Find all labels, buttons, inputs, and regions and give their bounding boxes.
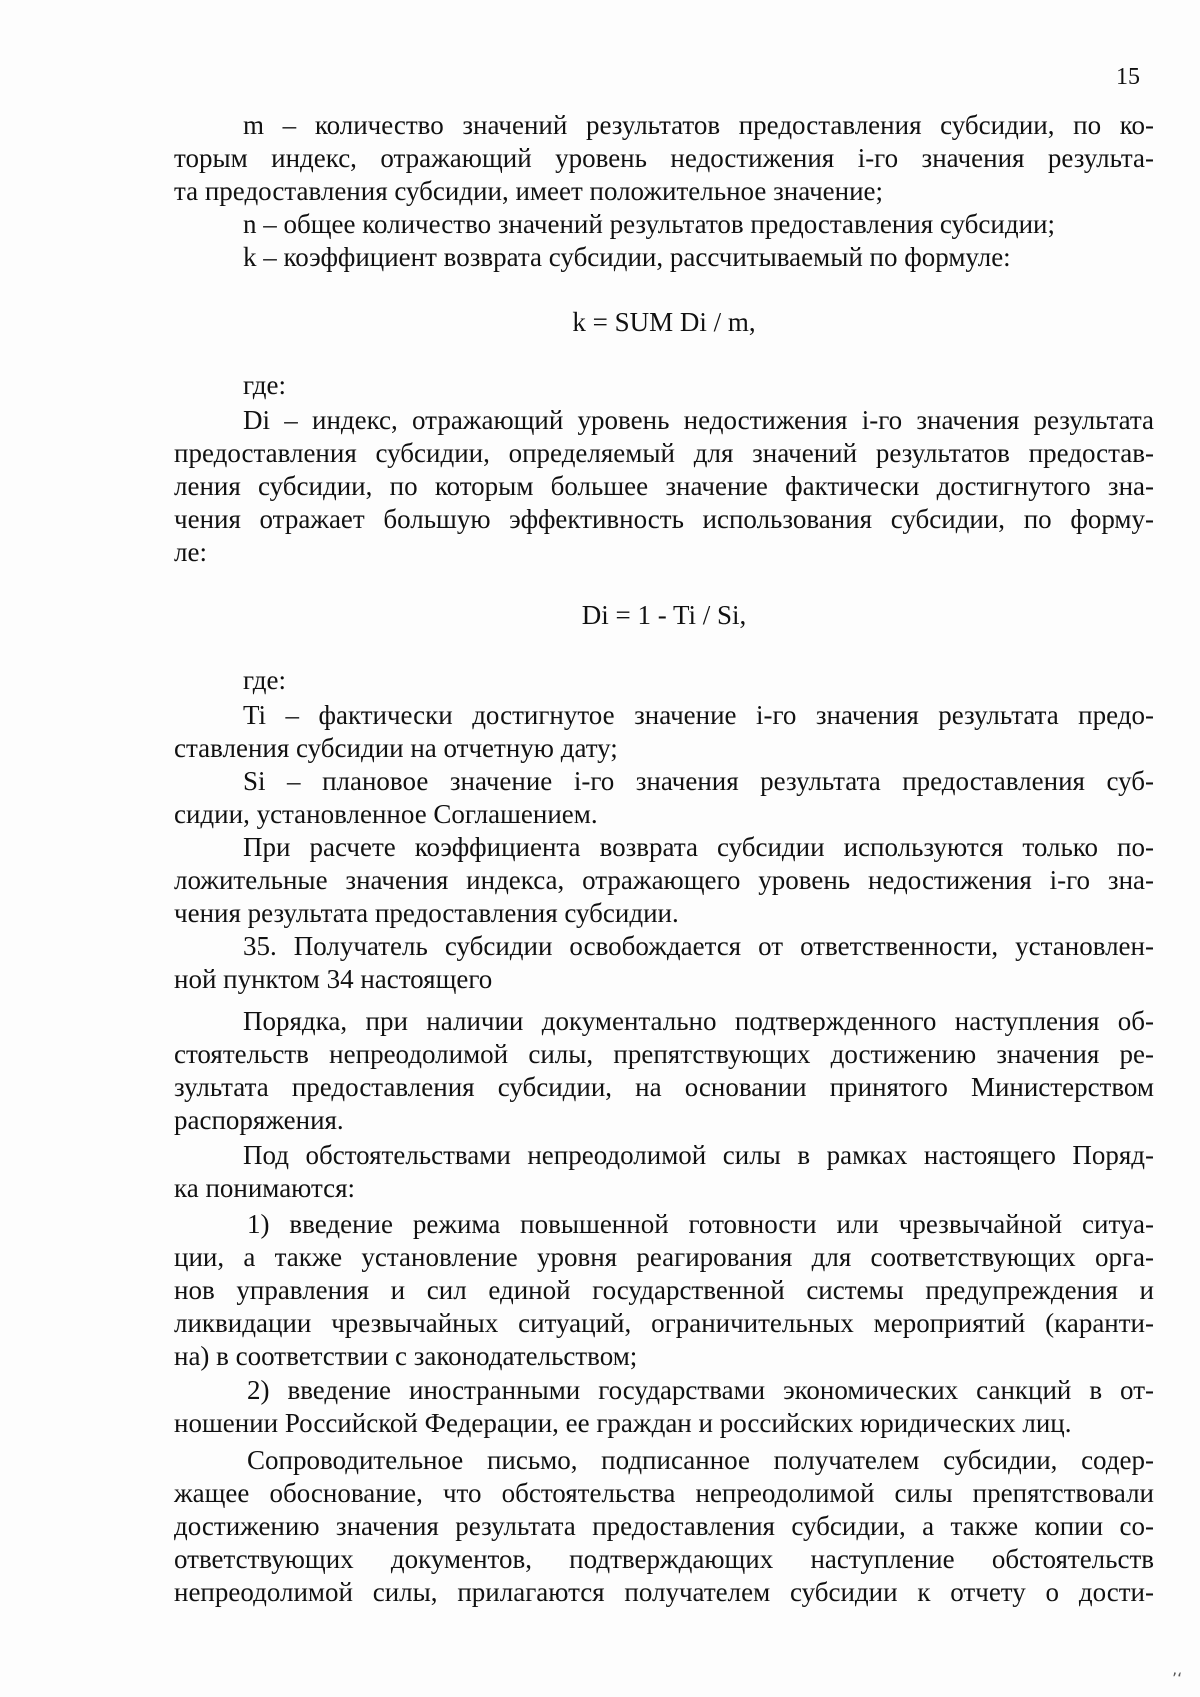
text-line: ка понимаются: [174,1173,356,1203]
text-line: ношении Российской Федерации, ее граждан и российских юридических лиц. [174,1408,1072,1438]
text-line: Сопроводительное письмо, подписанное получателем субсидии, содер- [247,1445,1154,1475]
text-line: торым индекс, отражающий уровень недостижения i-го значения результа- [174,143,1154,173]
text-line: ления субсидии, по которым большее значение фактически достигнутого зна- [174,471,1154,501]
text-line: непреодолимой силы, прилагаются получателем субсидии к отчету о дости- [174,1577,1154,1607]
formula-di: Di = 1 - Ti / Si, [581,600,747,630]
text-line: ле: [174,537,207,567]
text-line: предоставления субсидии, определяемый для значений результатов предостав- [174,438,1154,468]
text-line: 35. Получатель субсидии освобождается от ответственности, установлен- [243,931,1154,961]
corner-scan-mark: ’‘ [1172,1669,1183,1688]
text-line: ответствующих документов, подтверждающих наступление обстоятельств [174,1544,1154,1574]
text-line: достижению значения результата предоставления субсидии, а также копии со- [174,1511,1154,1541]
text-line: ставления субсидии на отчетную дату; [174,733,618,763]
text-line: Под обстоятельствами непреодолимой силы в рамках настоящего Поряд- [243,1140,1154,1170]
text-line: Порядка, при наличии документально подтвержденного наступления об- [243,1006,1154,1036]
text-line: где: [243,665,286,695]
text-line: n – общее количество значений результатов предоставления субсидии; [243,209,1055,239]
text-line: ложительные значения индекса, отражающего уровень недостижения i-го зна- [174,865,1154,895]
text-line: зультата предоставления субсидии, на основании принятого Министерством [174,1072,1154,1102]
text-line: m – количество значений результатов предоставления субсидии, по ко- [243,110,1154,140]
text-line: жащее обоснование, что обстоятельства непреодолимой силы препятствовали [174,1478,1154,1508]
text-line: 1) введение режима повышенной готовности или чрезвычайной ситуа- [247,1209,1154,1239]
text-line: Di – индекс, отражающий уровень недостижения i-го значения результата [243,405,1154,435]
text-line: Si – плановое значение i-го значения результата предоставления суб- [243,766,1154,796]
text-line: ции, а также установление уровня реагирования для соответствующих орга- [174,1242,1154,1272]
formula-k: k = SUM Di / m, [572,307,756,337]
text-line: k – коэффициент возврата субсидии, рассчитываемый по формуле: [243,242,1011,272]
text-line: Ti – фактически достигнутое значение i-го значения результата предо- [243,700,1154,730]
text-line: чения отражает большую эффективность использования субсидии, по форму- [174,504,1154,534]
text-line: стоятельств непреодолимой силы, препятствующих достижению значения ре- [174,1039,1154,1069]
text-line: чения результата предоставления субсидии. [174,898,679,928]
text-line: где: [243,370,286,400]
text-line: на) в соответствии с законодательством; [174,1341,638,1371]
text-line: При расчете коэффициента возврата субсидии используются только по- [243,832,1154,862]
text-line: распоряжения. [174,1105,344,1135]
text-line: ликвидации чрезвычайных ситуаций, ограничительных мероприятий (каранти- [174,1308,1154,1338]
text-line: нов управления и сил единой государственной системы предупреждения и [174,1275,1154,1305]
text-line: сидии, установленное Соглашением. [174,799,598,829]
text-line: 2) введение иностранными государствами экономических санкций в от- [247,1375,1154,1405]
text-line: ной пунктом 34 настоящего [174,964,493,994]
text-line: та предоставления субсидии, имеет положительное значение; [174,176,884,206]
page-number: 15 [1116,64,1140,90]
